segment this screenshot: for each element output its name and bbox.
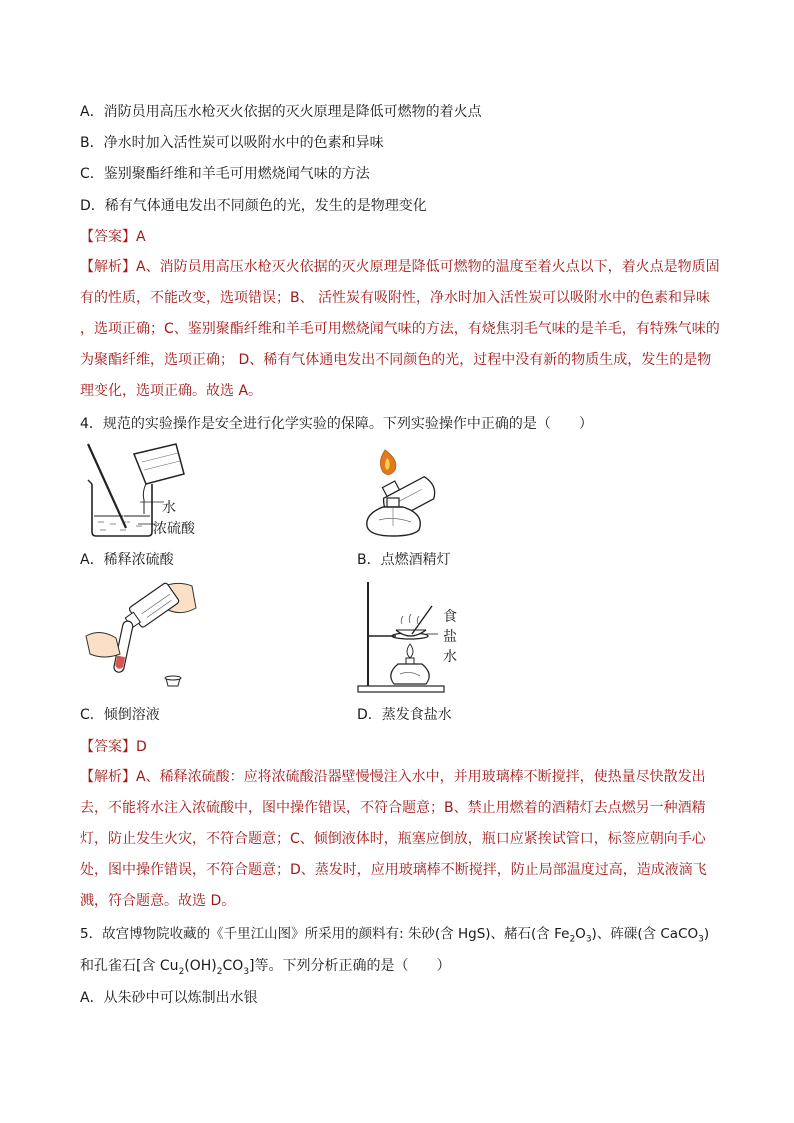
q5-stem-line2: 和孔雀石[含 $Cu_2(OH)_2CO_3$]等。下列分析正确的是（ ） — [80, 958, 451, 977]
q3-option-b: B．净水时加入活性炭可以吸附水中的色素和异味 — [80, 135, 384, 151]
answer-tag: 【答案】 — [80, 229, 136, 245]
label-salt-1: 食 — [443, 609, 457, 625]
q3-option-c: C．鉴别聚酯纤维和羊毛可用燃烧闻气味的方法 — [80, 166, 370, 182]
caption-d: D．蒸发食盐水 — [357, 707, 452, 723]
q3-analysis — [80, 252, 722, 407]
label-salt-3: 水 — [443, 649, 457, 665]
analysis-tag: 【解析】 — [80, 259, 136, 275]
answer-value: D — [136, 739, 147, 755]
q3-option-a: A．消防员用高压水枪灭火依据的灭火原理是降低可燃物的着火点 — [80, 104, 482, 120]
answer-value: A — [136, 229, 146, 245]
q5-option-a: A．从朱砂中可以炼制出水银 — [80, 990, 258, 1006]
label-water: 水 — [162, 500, 176, 516]
answer-tag: 【答案】 — [80, 739, 136, 755]
figure-pouring — [80, 578, 200, 688]
figure-evaporation — [356, 578, 446, 694]
q3-answer — [80, 227, 146, 247]
q3-option-d: D．稀有气体通电发出不同颜色的光，发生的是物理变化 — [80, 198, 427, 214]
caption-c: C．倾倒溶液 — [80, 707, 160, 723]
caption-a: A．稀释浓硫酸 — [80, 552, 174, 568]
q4-stem: 4．规范的实验操作是安全进行化学实验的保障。下列实验操作中正确的是（ ） — [80, 416, 593, 432]
q4-answer — [80, 737, 147, 757]
q4-analysis — [80, 762, 722, 917]
analysis-text: A、稀释浓硫酸：应将浓硫酸沿器壁慢慢注入水中，并用玻璃棒不断搅拌，使热量尽快散发出去，不能将水注入浓硫酸中，图中操作错误，不符合题意；B、禁止用燃着的酒精灯去点燃另一种酒精灯，防止发生火灾，不符合题意；C、倾倒液体时，瓶塞应倒放，瓶口应紧挨试管口，标签应朝向手心处，图中操作错误，不符合题意；D、蒸发时，应用玻璃棒不断搅拌，防止局部温度过高，造成液滴飞溅，符合题意。故选 D。 — [80, 769, 707, 909]
q5-stem-line1: 5．故宫博物院收藏的《千里江山图》所采用的颜料有: 朱砂(含 HgS)、赭石(含 $Fe_2O_3$)、砗磲(含 CaCO$_3$) — [80, 926, 710, 945]
label-conc-acid: 浓硫酸 — [153, 521, 195, 537]
caption-b: B．点燃酒精灯 — [357, 552, 451, 568]
analysis-tag: 【解析】 — [80, 769, 136, 785]
analysis-text: A、消防员用高压水枪灭火依据的灭火原理是降低可燃物的温度至着火点以下，着火点是物质固有的性质，不能改变，选项错误；B、 活性炭有吸附性，净水时加入活性炭可以吸附水中的色素和异味 ，选项正确；C、鉴别聚酯纤维和羊毛可用燃烧闻气味的方法，有烧焦羽毛气味的是羊毛，有特殊气味的为聚酯纤维，选项正确； D、稀有气体通电发出不同颜色的光，过程中没有新的物质生成，发生的是物理变化，选项正确。故选 A。 — [80, 259, 720, 399]
label-salt-2: 盐 — [443, 629, 457, 645]
figure-alcohol-lamp — [355, 446, 445, 538]
